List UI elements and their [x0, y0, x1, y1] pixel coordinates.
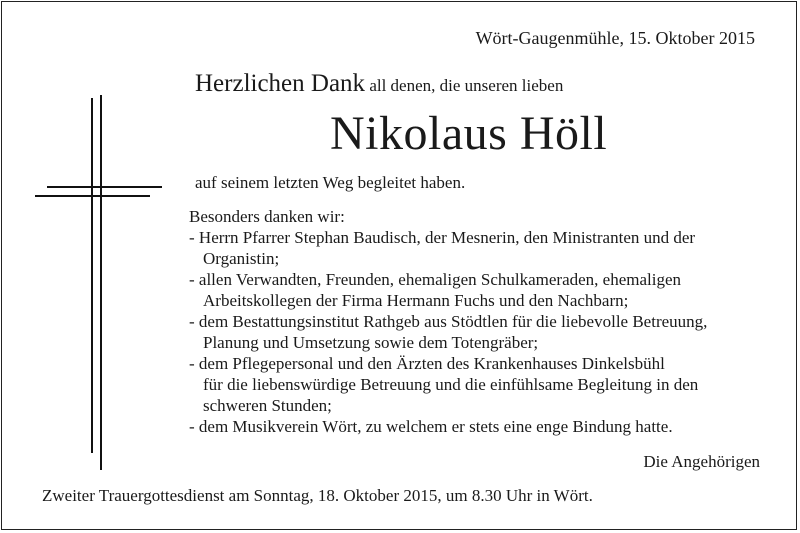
- thanks-list: [189, 227, 707, 437]
- thanks-line: Arbeitskollegen der Firma Hermann Fuchs und den Nachbarn;: [203, 291, 629, 310]
- thanks-line: - allen Verwandten, Freunden, ehemaligen Schulkameraden, ehemaligen: [189, 270, 682, 289]
- thanks-line: für die liebenswürdige Betreuung und die einfühlsame Begleitung in den: [203, 375, 699, 394]
- thanks-line: - dem Bestattungsinstitut Rathgeb aus Stödtlen für die liebevolle Betreuung,: [189, 312, 708, 331]
- place-date: Wört-Gaugenmühle, 15. Oktober 2015: [475, 28, 755, 48]
- thanks-line: schweren Stunden;: [203, 396, 332, 415]
- thanks-line: - Herrn Pfarrer Stephan Baudisch, der Mesnerin, den Ministranten und der: [189, 228, 696, 247]
- signature: Die Angehörigen: [643, 452, 760, 471]
- thanks-line: - dem Pflegepersonal und den Ärzten des Krankenhauses Dinkelsbühl: [189, 354, 665, 373]
- thanks-line: Organistin;: [203, 249, 280, 268]
- intro-text: all denen, die unseren lieben: [369, 76, 564, 95]
- special-thanks-heading: Besonders danken wir:: [189, 207, 345, 226]
- deceased-name: Nikolaus Höll: [330, 107, 608, 160]
- after-name-text: auf seinem letzten Weg begleitet haben.: [195, 173, 466, 192]
- intro-line: [195, 70, 563, 98]
- thanks-line: - dem Musikverein Wört, zu welchem er stets eine enge Bindung hatte.: [189, 417, 673, 436]
- thanks-heading: Herzlichen Dank: [195, 70, 366, 97]
- thanks-line: Planung und Umsetzung sowie dem Totengräber;: [203, 333, 539, 352]
- service-note: Zweiter Trauergottesdienst am Sonntag, 18. Oktober 2015, um 8.30 Uhr in Wört.: [42, 486, 593, 505]
